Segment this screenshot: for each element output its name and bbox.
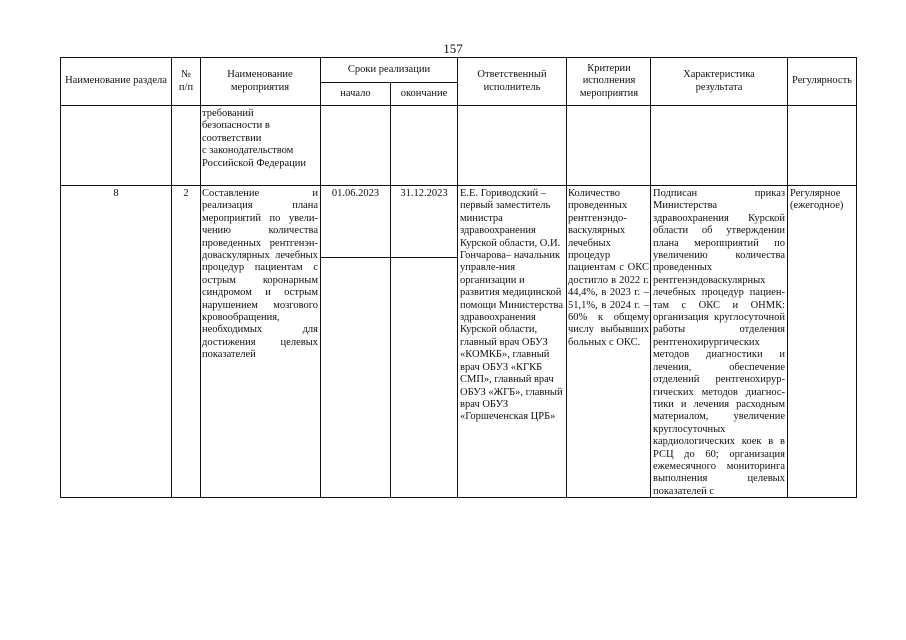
col-divider-4 bbox=[390, 82, 391, 498]
row-activity-text: Составление и реализация плана мероприятий по увели-чению количества проведенных рентгенэн-доваскулярных лечебных процедур пациентам с острым коронарным синдромом и острым нарушением мозгового кровообращения, необходимых для достижения целевых показателей bbox=[202, 188, 318, 361]
col-divider-7 bbox=[650, 57, 651, 498]
col-divider-6 bbox=[566, 57, 567, 498]
header-activity-name: Наименование мероприятия bbox=[227, 69, 293, 93]
header-section-name: Наименование раздела bbox=[65, 75, 167, 87]
header-regularity: Регулярность bbox=[792, 75, 852, 87]
table-bottom-border bbox=[60, 497, 857, 498]
date-cell-split bbox=[320, 257, 457, 258]
row-item-number: 2 bbox=[183, 188, 189, 199]
header-responsible: Ответственный исполнитель bbox=[477, 69, 547, 93]
col-divider-5 bbox=[457, 57, 458, 498]
table-right-border bbox=[856, 57, 857, 498]
row-responsible: Е.Е. Гориводский – первый заместитель министра здравоохранения Курской области, О.И. Гончарова– начальник управле-ния организации и развития медицинской помощи Министерства здравоохранения Курской области, главный врач ОБУЗ «КОМКБ», главный врач ОБУЗ «КГКБ СМП», главный врач ОБУЗ «ЖГБ», главный врач ОБУЗ «Горшеченская ЦРБ» bbox=[460, 188, 563, 423]
col-divider-1 bbox=[171, 57, 172, 498]
header-deadlines: Сроки реализации bbox=[347, 63, 431, 75]
row-section-number: 8 bbox=[113, 188, 119, 199]
header-start: начало bbox=[340, 87, 371, 99]
header-bottom-border bbox=[60, 105, 857, 106]
header-number: № п/п bbox=[178, 69, 194, 93]
table-left-border bbox=[60, 57, 61, 498]
header-result: Характеристика результата bbox=[683, 69, 755, 93]
header-criteria: Критерии исполнения мероприятия bbox=[579, 62, 639, 99]
col-divider-2 bbox=[200, 57, 201, 498]
col-divider-8 bbox=[787, 57, 788, 498]
row-criteria: Количество проведенных рентгенэндо-васкулярных лечебных процедур пациентам с ОКС достигло в 2022 г. 44,4%, в 2023 г. – 51,1%, в 2024 г. – 60% к общему числу выбывших больных с ОКС. bbox=[568, 188, 649, 348]
header-end: окончание bbox=[400, 87, 448, 99]
row-end-date: 31.12.2023 bbox=[400, 188, 448, 199]
row-result: Подписан приказ Министерства здравоохранения Курской области об утверждении плана меропприятий по увеличению количества проведенных рентгенэндоваскулярных лечебных процедур пациен-там с ОКС и ОНМК: организация круглосуточной работы отделения рентгенохирургических методов диагностики и лечения, обеспечение отделений рентгенохирур-гических методов диагнос-тики и лечения расходным материалом, увеличение круглосуточных кардиологических коек в в РСЦ до 60; организация ежемесячного мониторинга выполнения целевых показателей с bbox=[653, 188, 785, 496]
col-divider-3 bbox=[320, 57, 321, 498]
page-number: 157 bbox=[443, 41, 463, 56]
row-divider bbox=[60, 185, 857, 186]
row-regularity: Регулярное (ежегодное) bbox=[790, 188, 844, 212]
continuation-activity-text: требований безопасности в соответствии с законодательством Российской Федерации bbox=[202, 108, 306, 169]
row-start-date: 01.06.2023 bbox=[331, 188, 380, 199]
